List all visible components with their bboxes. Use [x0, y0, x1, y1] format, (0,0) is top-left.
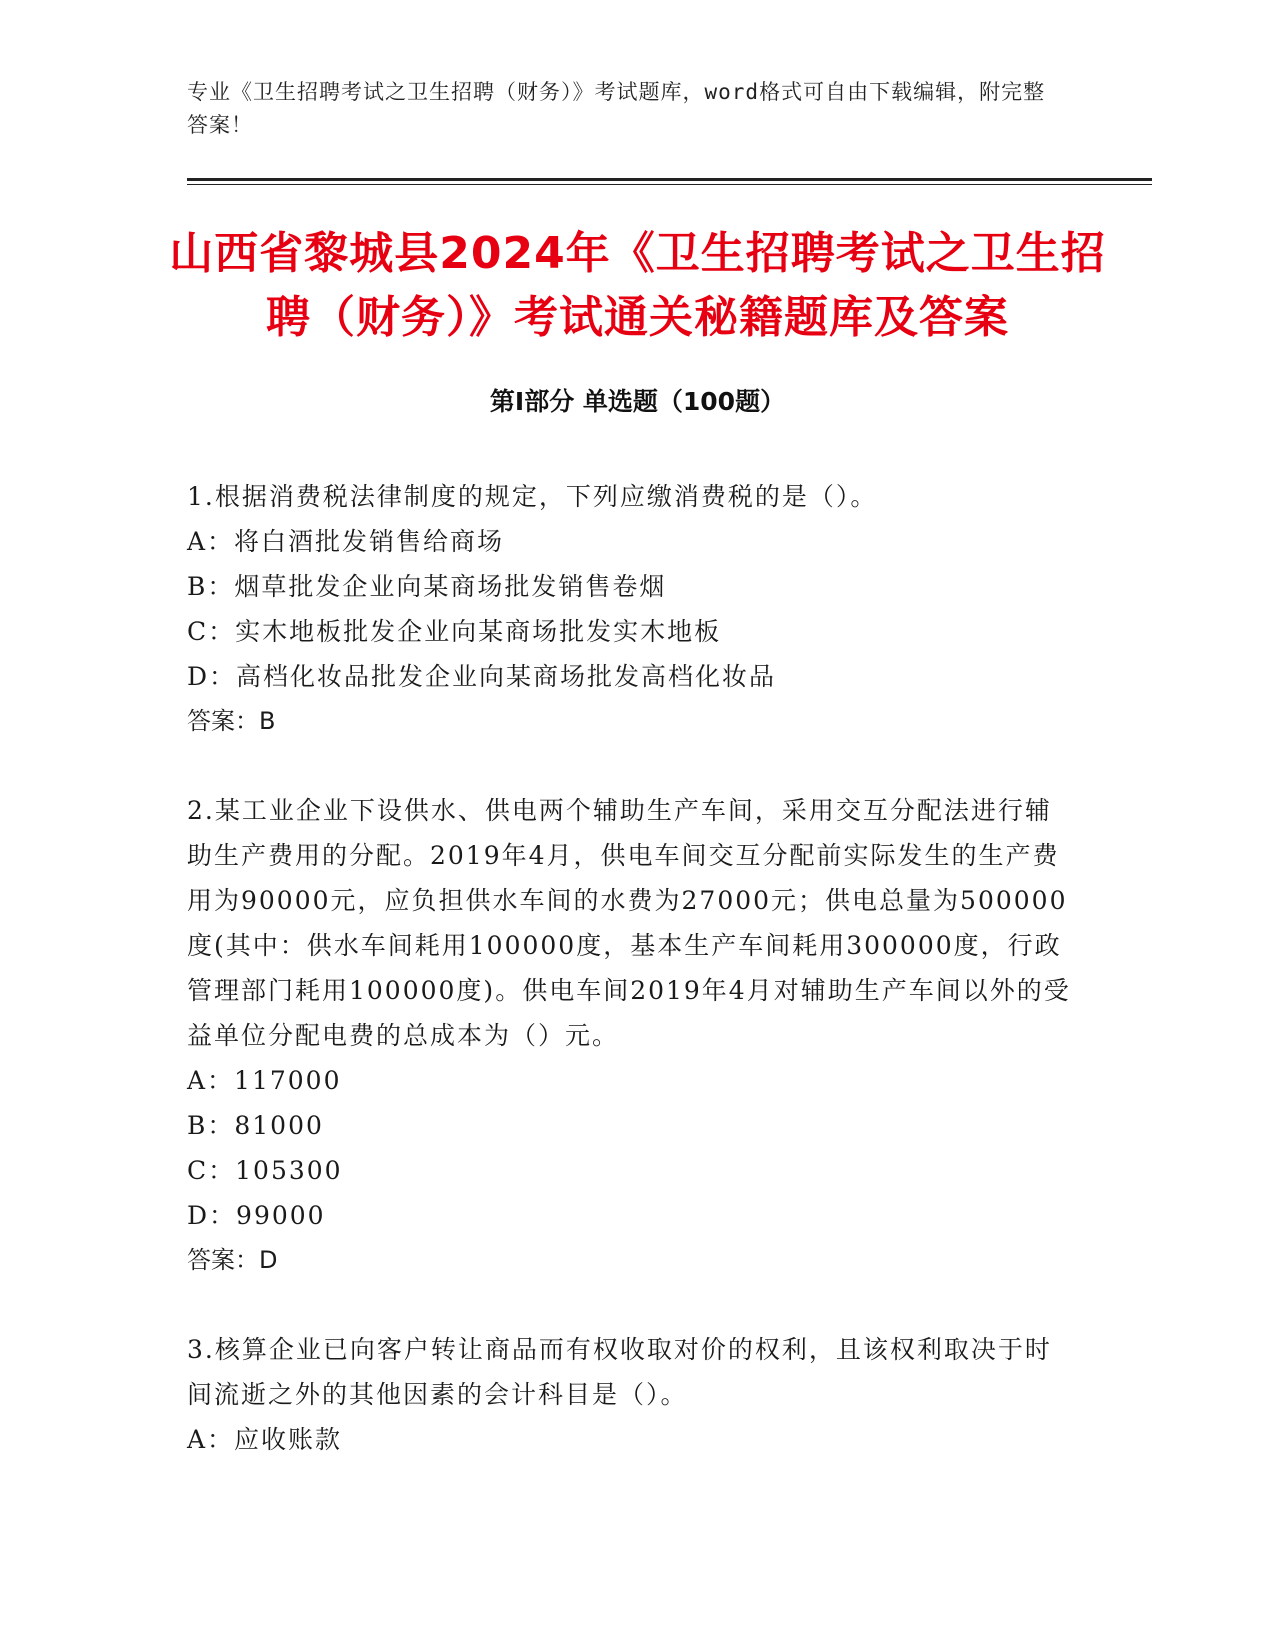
question-3: [187, 1327, 1077, 1462]
section-title: 第I部分 单选题（100题）: [489, 387, 786, 416]
option-c: C：105300: [187, 1156, 343, 1185]
answer: 答案：D: [187, 1246, 278, 1274]
question-1: [187, 474, 1077, 744]
question-stem: 1.根据消费税法律制度的规定，下列应缴消费税的是（）。: [187, 482, 878, 511]
question-stem: 2.某工业企业下设供水、供电两个辅助生产车间，采用交互分配法进行辅助生产费用的分配。2019年4月，供电车间交互分配前实际发生的生产费用为90000元，应负担供水车间的水费为27000元；供电总量为500000度(其中：供水车间耗用100000度，基本生产车间耗用300000度，行政管理部门耗用100000度)。供电车间2019年4月对辅助生产车间以外的受益单位分配电费的总成本为（）元。: [187, 796, 1071, 1050]
question-stem: 3.核算企业已向客户转让商品而有权收取对价的权利，且该权利取决于时间流逝之外的其他因素的会计科目是（）。: [187, 1335, 1052, 1409]
header-divider-thick: [187, 178, 1152, 181]
option-c: C：实木地板批发企业向某商场批发实木地板: [187, 617, 722, 646]
option-d: D：99000: [187, 1201, 326, 1230]
option-a: A：应收账款: [187, 1425, 343, 1454]
option-d: D：高档化妆品批发企业向某商场批发高档化妆品: [187, 662, 777, 691]
option-a: A：117000: [187, 1066, 342, 1095]
answer: 答案：B: [187, 707, 276, 735]
header-divider-thin: [187, 184, 1152, 185]
option-b: B：烟草批发企业向某商场批发销售卷烟: [187, 572, 667, 601]
header-note: 专业《卫生招聘考试之卫生招聘（财务）》考试题库，word格式可自由下载编辑，附完整答案！: [187, 80, 1046, 137]
question-list: [187, 474, 1077, 1506]
option-b: B：81000: [187, 1111, 324, 1140]
document-title: 山西省黎城县2024年《卫生招聘考试之卫生招聘（财务）》考试通关秘籍题库及答案: [169, 228, 1106, 343]
option-a: A：将白酒批发销售给商场: [187, 527, 505, 556]
question-2: [187, 788, 1077, 1283]
